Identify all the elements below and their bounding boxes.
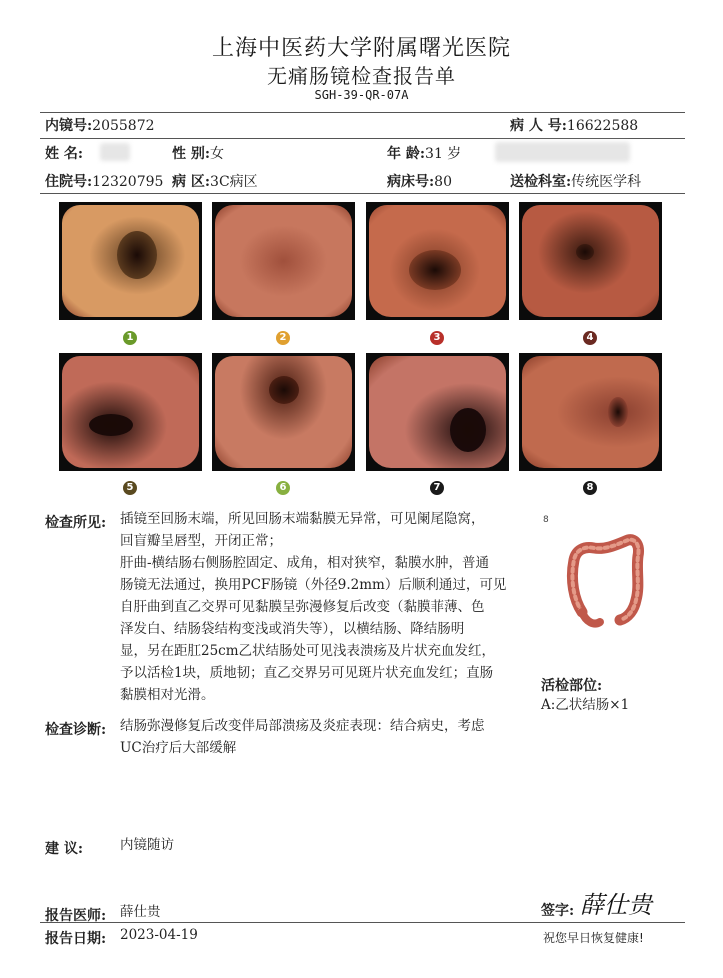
age-label: 年 龄: [387,146,426,162]
endoscopy-image-1 [59,202,202,320]
form-code: SGH-39-QR-07A [314,88,409,102]
sex-label: 性 别: [172,146,211,162]
findings-line: 黏膜相对光滑。 [120,687,215,703]
department-label: 送检科室: [510,174,572,190]
name-label: 姓 名: [45,146,84,162]
name-field [45,143,83,163]
findings-line: 泽发白、结肠袋结构变浅或消失等），以横结肠、降结肠明 [120,621,465,637]
diagnosis-line: UC治疗后大部缓解 [120,740,237,756]
image-number-badge: 1 [123,331,137,345]
divider [40,922,685,923]
biopsy-value: A:乙状结肠×1 [541,697,630,713]
image-number-badge: 6 [276,481,290,495]
endoscopy-image-8 [519,353,662,471]
department-value: 传统医学科 [571,174,642,190]
findings-text [120,508,540,706]
biopsy-label: 活检部位: [541,678,603,694]
endoscopy-image-4 [519,202,662,320]
patient-number-value: 16622588 [566,118,639,134]
findings-line: 插镜至回肠末端，所见回肠末端黏膜无异常，可见阑尾隐窝， [120,511,485,527]
image-number-badge: 4 [583,331,597,345]
inpatient-number-value: 12320795 [92,174,164,190]
findings-line: 回盲瓣呈唇型，开闭正常； [120,533,282,549]
colon-diagram-icon [560,530,650,630]
findings-line: 肝曲-横结肠右侧肠腔固定、成角，相对狭窄，黏膜水肿，普通 [120,555,490,571]
doctor-value: 薛仕贵 [120,904,161,920]
findings-label: 检查所见: [45,515,107,531]
bed-number-value: 80 [434,174,452,190]
ward-field [172,171,258,191]
image-number-badge: 7 [430,481,444,495]
inpatient-number-field [45,171,163,191]
report-title: 无痛肠镜检查报告单 [267,64,456,88]
patient-number-field [510,115,638,135]
redacted-info [495,142,630,162]
diagnosis-line: 结肠弥漫修复后改变伴局部溃疡及炎症表现：结合病史，考虑 [120,718,485,734]
divider [40,112,685,113]
endoscopy-number-label: 内镜号: [45,118,93,134]
handwritten-signature: 薛仕贵 [580,891,652,919]
findings-line: 予以活检1块，质地韧；直乙交界另可见斑片状充血发红；直肠 [120,665,494,681]
inpatient-number-label: 住院号: [45,174,93,190]
divider [40,138,685,139]
endoscopy-number-field [45,115,155,135]
age-field [387,143,461,163]
diagnosis-label: 检查诊断: [45,722,107,738]
endoscopy-image-6 [212,353,355,471]
image-number-badge: 3 [430,331,444,345]
sex-field [172,143,224,163]
image-number-badge: 2 [276,331,290,345]
advice-label: 建 议: [45,841,84,857]
department-field [510,171,641,191]
ward-label: 病 区: [172,174,211,190]
image-number-badge: 8 [583,481,597,495]
report-date-label: 报告日期: [45,931,107,947]
ward-value: 3C病区 [210,174,258,190]
endoscopy-image-5 [59,353,202,471]
doctor-label: 报告医师: [45,908,107,924]
findings-line: 显，另在距肛25cm乙状结肠处可见浅表溃疡及片状充血发红， [120,643,496,659]
findings-line: 肠镜无法通过，换用PCF肠镜（外径9.2mm）后顺利通过，可见 [120,577,507,593]
endoscopy-number-value: 2055872 [92,118,155,134]
closing-wish: 祝您早日恢复健康! [543,931,644,945]
advice-value: 内镜随访 [120,837,174,853]
age-value: 31 岁 [425,146,462,162]
endoscopy-image-7 [366,353,509,471]
findings-line: 自肝曲到直乙交界可见黏膜呈弥漫修复后改变（黏膜菲薄、色 [120,599,485,615]
signature-label: 签字: [541,903,575,919]
image-number-badge: 5 [123,481,137,495]
figure-number: 8 [543,515,549,525]
sex-value: 女 [210,146,225,162]
endoscopy-image-3 [366,202,509,320]
bed-number-label: 病床号: [387,174,435,190]
patient-number-label: 病 人 号: [510,118,567,134]
redacted-name [100,143,130,161]
diagnosis-text [120,715,540,759]
hospital-name: 上海中医药大学附属曙光医院 [211,36,511,61]
divider [40,193,685,194]
bed-number-field [387,171,452,191]
endoscopy-image-2 [212,202,355,320]
report-date-value: 2023-04-19 [120,927,198,943]
